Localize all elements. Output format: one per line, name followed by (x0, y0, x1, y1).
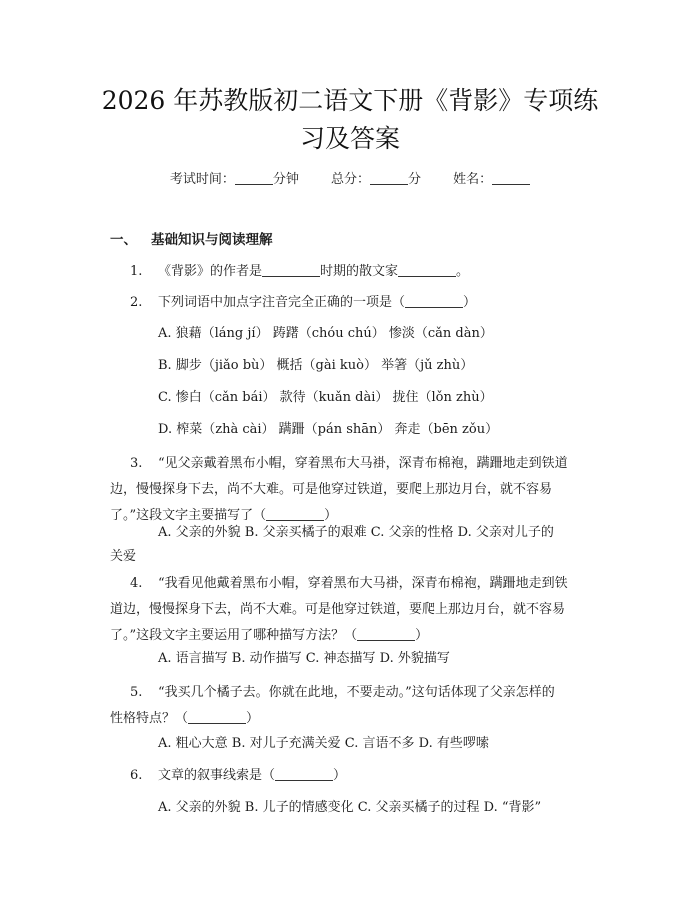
option-d: D. 榨菜（zhà cài） 蹒跚（pán shān） 奔走（bēn zǒu） (158, 422, 499, 437)
question-2: 2. 下列词语中加点字注音完全正确的一项是（ ） (130, 295, 477, 310)
score-blank (370, 170, 408, 185)
title-line-2: 习及答案 (299, 124, 400, 153)
section-heading: 一、 基础知识与阅读理解 (110, 232, 273, 248)
option-c: C. 惨白（cǎn bái） 款待（kuǎn dài） 拢住（lǒn zhù） (158, 390, 493, 405)
answer-blank (275, 766, 333, 781)
document-title (60, 82, 640, 158)
question-5: 5. “我买几个橘子去。你就在此地，不要走动。”这句话体现了父亲怎样的 性格特点？（ ） (110, 685, 555, 726)
exam-time: 考试时间： 分钟 (169, 172, 299, 187)
question-5-options: A. 粗心大意 B. 对儿子充满关爱 C. 言语不多 D. 有些啰嗦 (158, 736, 489, 751)
answer-blank (398, 262, 456, 277)
time-blank (235, 170, 273, 185)
question-6: 6. 文章的叙事线索是（ ） (130, 768, 347, 783)
answer-blank (188, 709, 246, 724)
exam-score: 总分： 分 (330, 172, 422, 187)
exam-info-row (0, 168, 700, 187)
question-3-options-cont: 关爱 (110, 549, 137, 564)
question-3: 3. “见父亲戴着黑布小帽，穿着黑布大马褂，深青布棉袍，蹒跚地走到铁道 边，慢慢探身下去，尚不大难。可是他穿过铁道，要爬上那边月台，就不容易 了。”这段文字主要描写了（ ） (110, 456, 568, 523)
option-b: B. 脚步（jiǎo bù） 概括（gài kuò） 举箸（jǔ zhù） (158, 358, 474, 373)
exam-name: 姓名： (453, 172, 530, 187)
title-line-1: 2026 年苏教版初二语文下册《背影》专项练 (101, 86, 599, 115)
answer-blank (266, 506, 324, 521)
question-4-options: A. 语言描写 B. 动作描写 C. 神态描写 D. 外貌描写 (158, 651, 450, 666)
answer-blank (405, 293, 463, 308)
question-6-options: A. 父亲的外貌 B. 儿子的情感变化 C. 父亲买橘子的过程 D. “背影” (158, 800, 542, 815)
question-4: 4. “我看见他戴着黑布小帽，穿着黑布大马褂，深青布棉袍，蹒跚地走到铁 道边，慢慢探身下去，尚不大难。可是他穿过铁道，要爬上那边月台，就不容易 了。”这段文字主要运用了哪种描写方法？（ ） (110, 576, 568, 643)
answer-blank (357, 626, 415, 641)
question-1: 1. 《背影》的作者是 时期的散文家 。 (130, 264, 470, 279)
question-3-options: A. 父亲的外貌 B. 父亲买橘子的艰难 C. 父亲的性格 D. 父亲对儿子的 (158, 525, 554, 540)
name-blank (492, 170, 530, 185)
answer-blank (262, 262, 320, 277)
option-a: A. 狼藉（láng jí） 踌躇（chóu chú） 惨淡（cǎn dàn） (158, 326, 493, 341)
